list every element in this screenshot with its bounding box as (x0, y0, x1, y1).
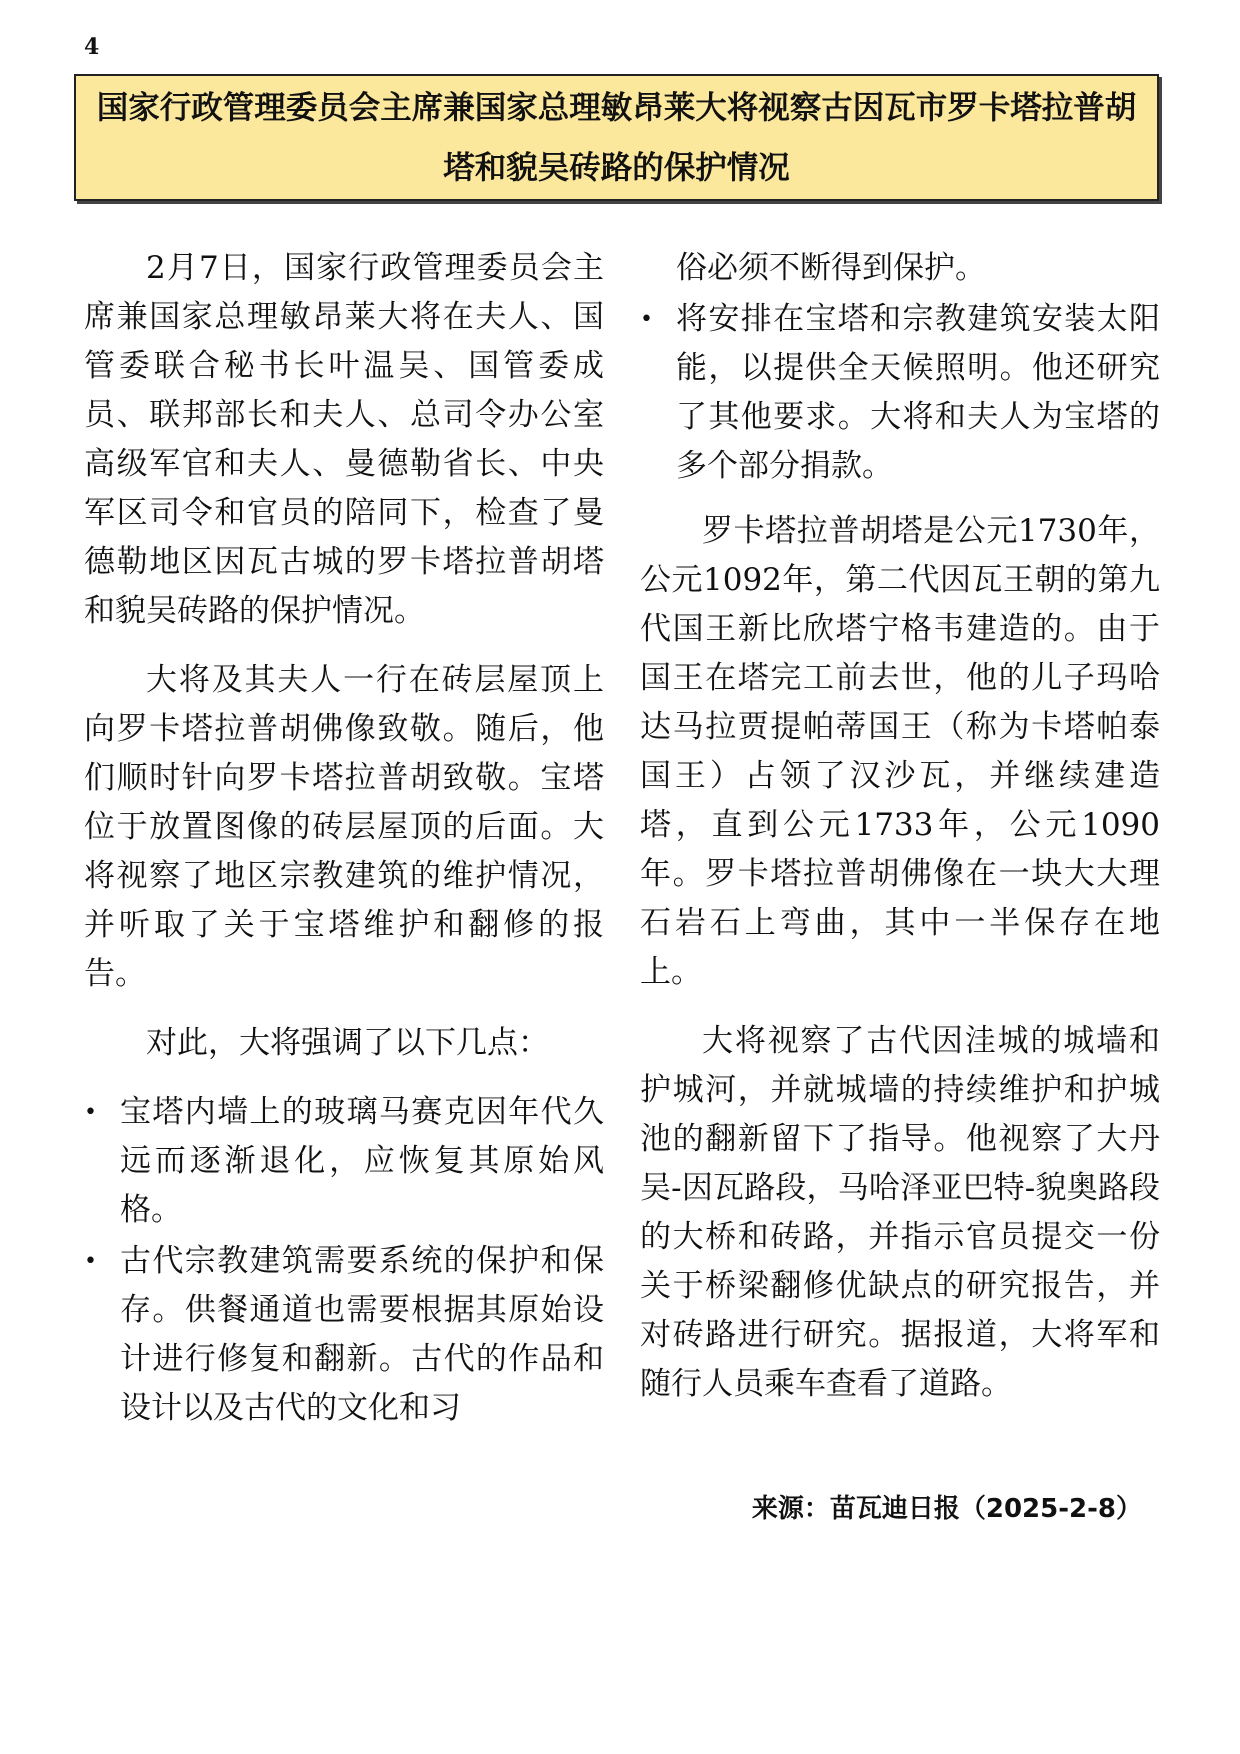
bullet-icon: • (640, 307, 653, 332)
paragraph: 大将及其夫人一行在砖层屋顶上向罗卡塔拉普胡佛像致敬。随后，他们顺时针向罗卡塔拉普胡致敬。宝塔位于放置图像的砖层屋顶的后面。大将视察了地区宗教建筑的维护情况，并听取了关于宝塔维护和翻修的报告。 (84, 662, 604, 992)
bullet-text: 古代宗教建筑需要系统的保护和保存。供餐通道也需要根据其原始设计进行修复和翻新。古代的作品和设计以及古代的文化和习 (120, 1243, 604, 1426)
headline-box (74, 74, 1159, 201)
bullet-item (84, 1237, 604, 1433)
bullet-list (640, 295, 1160, 491)
left-column (84, 244, 604, 1449)
bullet-list (84, 1088, 604, 1433)
bullet-item (640, 295, 1160, 491)
bullet-text: 宝塔内墙上的玻璃马赛克因年代久远而逐渐退化，应恢复其原始风格。 (120, 1094, 604, 1228)
bullet-continuation: 俗必须不断得到保护。 (676, 250, 986, 286)
right-column (640, 244, 1160, 1429)
paragraph: 对此，大将强调了以下几点： (146, 1025, 549, 1061)
bullet-text: 将安排在宝塔和宗教建筑安装太阳能，以提供全天候照明。他还研究了其他要求。大将和夫人为宝塔的多个部分捐款。 (676, 301, 1160, 484)
bullet-item (84, 1088, 604, 1235)
bullet-icon: • (84, 1249, 97, 1274)
source-credit: 来源：苗瓦迪日报（2025-2-8） (751, 1494, 1142, 1524)
paragraph: 大将视察了古代因洼城的城墙和护城河，并就城墙的持续维护和护城池的翻新留下了指导。他视察了大丹吴-因瓦路段，马哈泽亚巴特-貌奥路段的大桥和砖路，并指示官员提交一份关于桥梁翻修优缺点的研究报告，并对砖路进行研究。据报道，大将军和随行人员乘车查看了道路。 (640, 1023, 1160, 1402)
headline: 国家行政管理委员会主席兼国家总理敏昂莱大将视察古因瓦市罗卡塔拉普胡塔和貌吴砖路的保护情况 (96, 89, 1137, 186)
paragraph: 罗卡塔拉普胡塔是公元1730年，公元1092年，第二代因瓦王朝的第九代国王新比欣塔宁格韦建造的。由于国王在塔完工前去世，他的儿子玛哈达马拉贾提帕蒂国王（称为卡塔帕泰国王）占领了汉沙瓦，并继续建造塔，直到公元1733年，公元1090年。罗卡塔拉普胡佛像在一块大大理石岩石上弯曲，其中一半保存在地上。 (640, 513, 1160, 990)
bullet-icon: • (84, 1100, 97, 1125)
paragraph: 2月7日，国家行政管理委员会主席兼国家总理敏昂莱大将在夫人、国管委联合秘书长叶温吴、国管委成员、联邦部长和夫人、总司令办公室高级军官和夫人、曼德勒省长、中央军区司令和官员的陪同下，检查了曼德勒地区因瓦古城的罗卡塔拉普胡塔和貌吴砖路的保护情况。 (84, 250, 604, 629)
page-number: 4 (84, 34, 100, 60)
